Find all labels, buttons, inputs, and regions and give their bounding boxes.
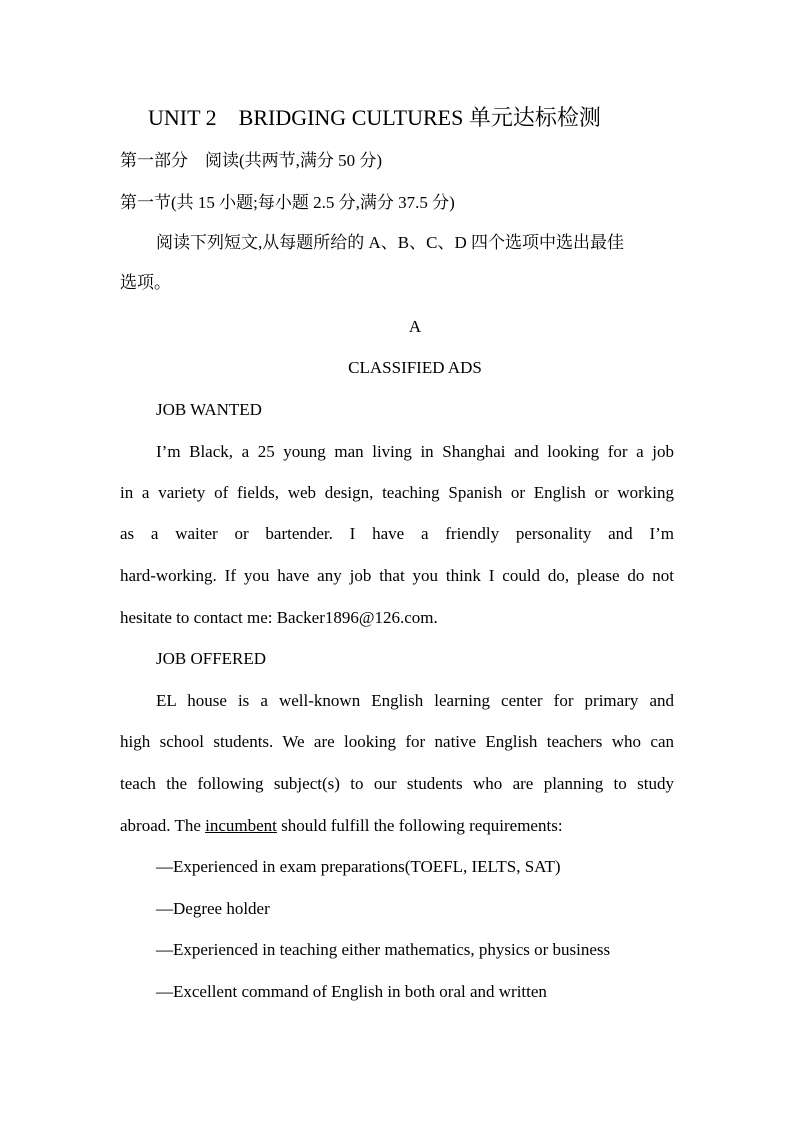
job-offered-line-4 — [120, 815, 563, 837]
job-wanted-line-4: hard-working. If you have any job that you think I could do, please do not — [120, 566, 674, 585]
job-offered-line-4-end: should fulfill the following requirements: — [276, 816, 563, 835]
instruction-line-1: 阅读下列短文,从每题所给的 A、B、C、D 四个选项中选出最佳 — [156, 233, 624, 252]
job-offered-line-1: EL house is a well-known English learning center for primary and — [156, 691, 674, 710]
job-offered-label: JOB OFFERED — [156, 649, 267, 668]
requirement-item: —Excellent command of English in both oral and written — [156, 982, 547, 1001]
passage-letter: A — [408, 317, 422, 336]
job-wanted-line-3: as a waiter or bartender. I have a friendly personality and I’m — [120, 524, 674, 543]
underlined-word-incumbent: incumbent — [205, 816, 277, 835]
job-offered-line-3: teach the following subject(s) to our students who are planning to study — [120, 774, 674, 793]
requirement-item: —Experienced in teaching either mathematics, physics or business — [156, 940, 611, 959]
passage-heading: CLASSIFIED ADS — [348, 358, 482, 377]
job-wanted-line-2: in a variety of fields, web design, teaching Spanish or English or working — [120, 483, 674, 502]
job-wanted-line-5: hesitate to contact me: Backer1896@126.com. — [120, 608, 438, 627]
job-wanted-label: JOB WANTED — [156, 400, 262, 419]
section-heading: 第一节(共 15 小题;每小题 2.5 分,满分 37.5 分) — [120, 193, 455, 212]
job-wanted-line-1: I’m Black, a 25 young man living in Shanghai and looking for a job — [156, 442, 674, 461]
job-offered-line-4-start: abroad. The — [120, 816, 206, 835]
requirement-item: —Experienced in exam preparations(TOEFL, IELTS, SAT) — [156, 857, 561, 876]
requirement-item: —Degree holder — [156, 899, 270, 918]
page-title: UNIT 2 BRIDGING CULTURES 单元达标检测 — [148, 105, 601, 130]
instruction-line-2: 选项。 — [120, 273, 171, 292]
part-heading: 第一部分 阅读(共两节,满分 50 分) — [120, 151, 383, 170]
job-offered-line-2: high school students. We are looking for native English teachers who can — [120, 732, 674, 751]
